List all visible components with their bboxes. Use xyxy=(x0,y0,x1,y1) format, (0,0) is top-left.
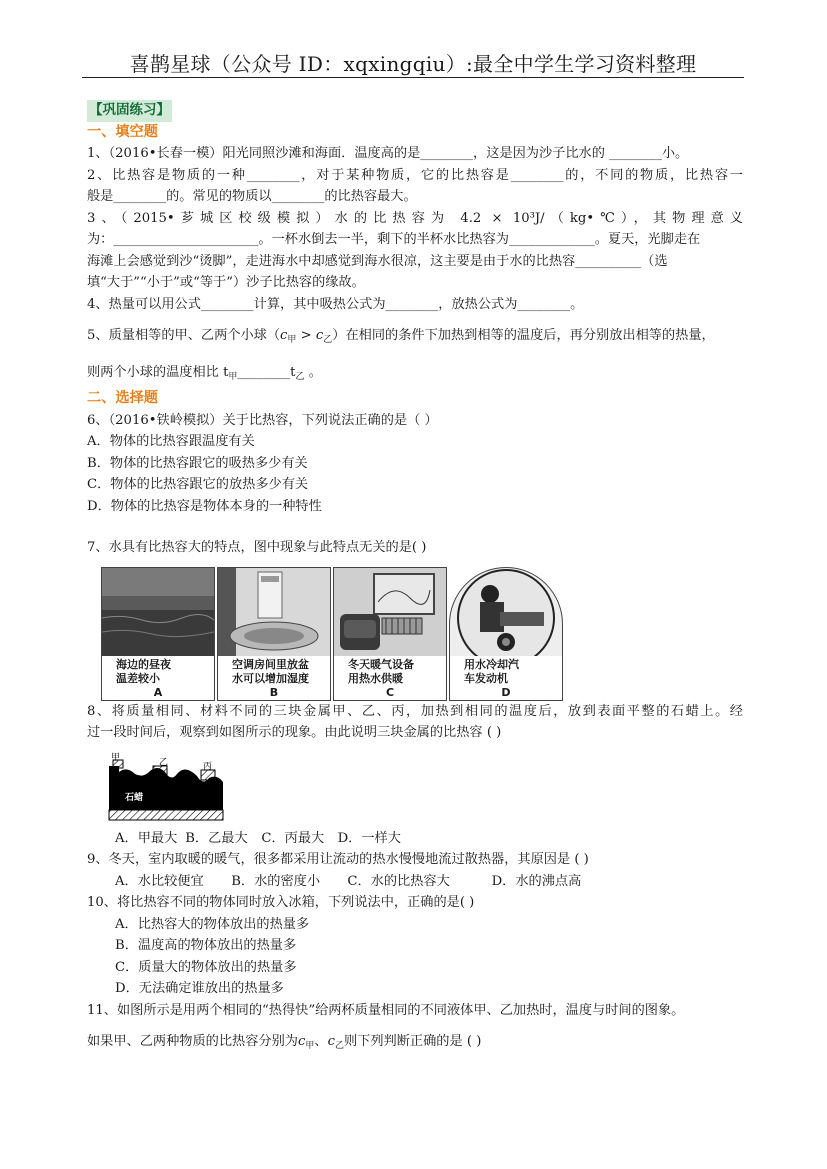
question-6-stem: 6、（2016•铁岭模拟）关于比热容，下列说法正确的是（ ） xyxy=(87,412,438,428)
question-8-figure xyxy=(105,752,743,828)
question-6-option-a: A．物体的比热容跟温度有关 xyxy=(87,434,255,449)
q5-c2: c xyxy=(315,328,324,343)
q5-sub2: 乙 xyxy=(323,335,333,345)
label-jia: 甲 xyxy=(111,752,121,763)
figure-a-seaside xyxy=(101,567,215,701)
question-8-line-1: 8、将质量相同、材料不同的三块金属甲、乙、丙，加热到相同的温度后，放到表面平整的石蜡上。经 xyxy=(87,703,743,719)
seaside-picture xyxy=(102,568,214,656)
question-6-option-b: B．物体的比热容跟它的吸热多少有关 xyxy=(87,455,308,471)
figure-b-air-conditioner xyxy=(217,567,331,701)
q5-c1: c xyxy=(280,328,288,343)
figure-d-label: D xyxy=(501,685,511,699)
question-8-options xyxy=(87,828,743,850)
q5-post: ）在相同的条件下加热到相等的温度后，再分别放出相等的热量， xyxy=(332,328,715,343)
q5-l2-sub1: 甲 xyxy=(228,371,238,382)
q5-l2-end: 。 xyxy=(304,364,322,380)
car-engine-picture xyxy=(450,568,562,656)
figure-c-caption xyxy=(334,656,446,700)
figure-c-caption-line-1: 冬天暖气设备 xyxy=(348,657,414,671)
question-8-option-a: A．甲最大 xyxy=(115,830,178,846)
question-10-option-d: D．无法确定谁放出的热量多 xyxy=(115,981,284,996)
wax-block-diagram xyxy=(105,752,235,828)
figure-d-caption xyxy=(450,656,562,700)
figure-d-car-engine xyxy=(449,567,563,701)
page-header-title: 喜鹊星球（公众号 ID：xqxingqiu）:最全中学生学习资料整理 xyxy=(129,52,697,76)
figure-c-label: C xyxy=(385,685,395,699)
question-3-line-2: 为：______________________。一杯水倒去一半，剩下的半杯水比热容为_____________。夏天，光脚走在 xyxy=(87,232,701,247)
figure-d-caption-line-1: 用水冷却汽 xyxy=(464,657,519,671)
figure-b-caption-line-2: 水可以增加湿度 xyxy=(232,671,309,685)
figure-a-label: A xyxy=(153,685,163,699)
question-6-option-c: C．物体的比热容跟它的放热多少有关 xyxy=(87,477,309,492)
question-10-stem: 10、将比热容不同的物体同时放入冰箱，下列说法中，正确的是( ) xyxy=(87,895,475,910)
worksheet-content xyxy=(87,100,743,1058)
question-9-option-a: A．水比较便宜 xyxy=(115,873,204,889)
figure-b-caption-line-1: 空调房间里放盆 xyxy=(232,657,309,671)
q11-sub1: 甲 xyxy=(305,1041,315,1051)
q5-pre: 5、质量相等的甲、乙两个小球（ xyxy=(87,328,281,343)
question-3-line-4: 填“大于”“小于”或“等于”）沙子比热容的缘故。 xyxy=(87,275,365,290)
section-tag: 【巩固练习】 xyxy=(87,100,172,122)
question-3-line-3: 海滩上会感觉到沙“烫脚”，走进海水中却感觉到海水很凉，这主要是由于水的比热容__________（选 xyxy=(87,253,668,269)
question-9-option-c: C．水的比热容大 xyxy=(347,873,450,889)
question-4: 4、热量可以用公式________计算，其中吸热公式为________，放热公式为________。 xyxy=(87,296,584,312)
figure-c-caption-line-2: 用热水供暖 xyxy=(348,671,403,685)
question-10-option-a: A．比热容大的物体放出的热量多 xyxy=(115,916,310,932)
q5-sub1: 甲 xyxy=(287,335,297,345)
q11-sep: 、 xyxy=(314,1034,328,1049)
question-11-line-2 xyxy=(87,1031,743,1058)
question-3-line-1: 3、（2015•芗城区校级模拟）水的比热容为 4.2 × 10³J/（kg•℃），其物理意义 xyxy=(87,210,743,226)
q5-l2-pre: 则两个小球的温度相比 t xyxy=(87,364,229,380)
section-title-fill-blank: 一、填空题 xyxy=(87,123,158,140)
question-8-option-c: C．丙最大 xyxy=(261,830,325,846)
question-2-line-1: 2、比热容是物质的一种________，对于某种物质，它的比热容是________的，不同的物质，比热容一 xyxy=(87,167,743,183)
question-11-line-1: 11、如图所示是用两个相同的“热得快”给两杯质量相同的不同液体甲、乙加热时，温度与时间的图象。 xyxy=(87,1002,685,1018)
question-9-option-d: D．水的沸点高 xyxy=(491,873,582,889)
question-6-option-d: D．物体的比热容是物体本身的一种特性 xyxy=(87,498,322,514)
q5-l2-mid: ________t xyxy=(237,364,296,380)
q5-gt: > xyxy=(296,328,316,343)
q5-l2-sub2: 乙 xyxy=(295,371,305,382)
q11-sub2: 乙 xyxy=(334,1041,344,1051)
question-7-figures xyxy=(101,567,743,701)
question-1: 1、（2016•长春一模）阳光同照沙滩和海面．温度高的是________，这是因为沙子比水的 ________小。 xyxy=(87,146,689,161)
question-7-stem: 7、水具有比热容大的特点，图中现象与此特点无关的是( ) xyxy=(87,540,427,555)
question-9-stem: 9、冬天，室内取暖的暖气，很多都采用让流动的热水慢慢地流过散热器，其原因是 ( ) xyxy=(87,852,589,867)
question-9-options xyxy=(87,871,743,893)
section-title-multiple-choice: 二、选择题 xyxy=(87,390,158,406)
q11-post: 则下列判断正确的是 ( ) xyxy=(344,1034,482,1049)
question-10-option-b: B．温度高的物体放出的热量多 xyxy=(115,938,297,953)
figure-d-caption-line-2: 车发动机 xyxy=(464,671,508,685)
label-yi: 乙 xyxy=(159,757,169,768)
figure-a-caption-line-2: 温差较小 xyxy=(116,671,160,685)
air-conditioner-picture xyxy=(218,568,330,656)
figure-b-caption xyxy=(218,656,330,700)
question-8-line-2: 过一段时间后，观察到如图所示的现象。由此说明三块金属的比热容 ( ) xyxy=(87,725,502,740)
question-5-line-1 xyxy=(87,325,743,352)
question-9-option-b: B．水的密度小 xyxy=(231,873,321,889)
figure-b-label: B xyxy=(269,685,279,699)
q11-c1: c xyxy=(298,1034,306,1049)
label-wax: 石蜡 xyxy=(125,792,144,803)
question-8-option-b: B．乙最大 xyxy=(185,830,248,846)
header-divider xyxy=(82,77,744,78)
label-bing: 丙 xyxy=(203,761,213,772)
figure-a-caption xyxy=(102,656,214,700)
q11-c2: c xyxy=(327,1034,335,1049)
figure-c-radiator xyxy=(333,567,447,701)
figure-a-caption-line-1: 海边的昼夜 xyxy=(116,657,171,671)
q11-pre: 如果甲、乙两种物质的比热容分别为 xyxy=(87,1034,298,1049)
question-5-line-2 xyxy=(87,362,743,389)
question-2-line-2: 般是________的。常见的物质以________的比热容最大。 xyxy=(87,189,417,204)
question-8-option-d: D．一样大 xyxy=(337,830,401,846)
radiator-picture xyxy=(334,568,446,656)
question-10-option-c: C．质量大的物体放出的热量多 xyxy=(115,959,297,975)
